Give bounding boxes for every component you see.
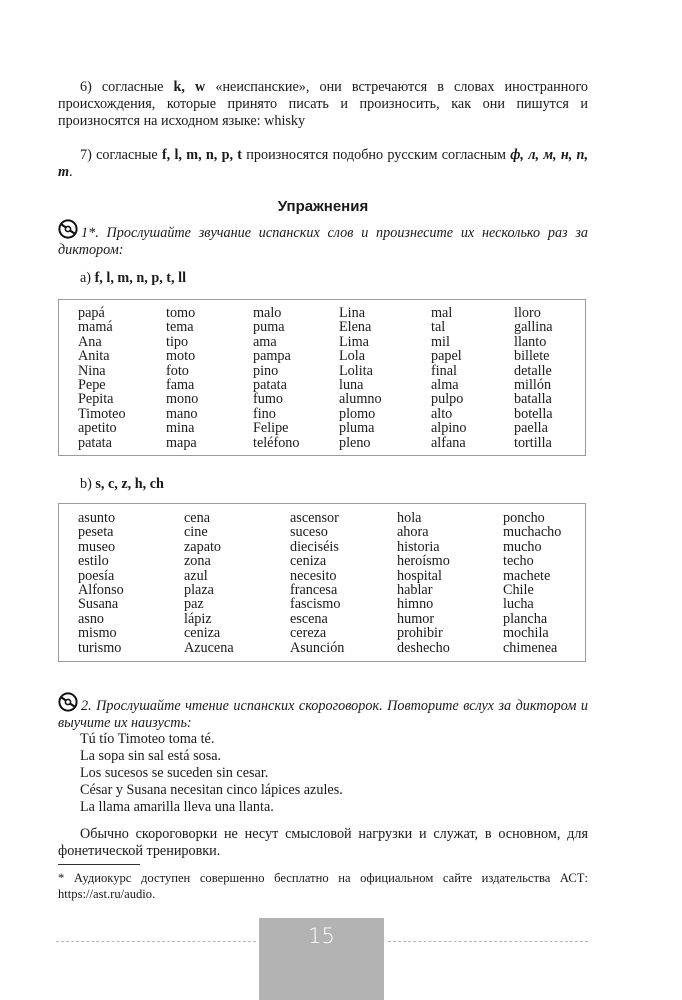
page-number-box	[259, 918, 384, 1000]
word: himno	[397, 596, 434, 613]
word: Azucena	[184, 639, 234, 656]
word: Lima	[339, 333, 369, 350]
word: escena	[290, 610, 328, 627]
subsection-a-letters: f, l, m, n, p, t, ll	[94, 270, 187, 286]
word: azul	[184, 567, 208, 584]
word: billete	[514, 348, 550, 365]
word: fama	[166, 377, 195, 394]
word-column-a3	[253, 306, 299, 450]
word: ascensor	[290, 510, 339, 526]
word: pluma	[339, 420, 375, 437]
word-column-b1	[78, 511, 124, 655]
word: mal	[431, 305, 453, 321]
word: plomo	[339, 405, 376, 422]
word: deshecho	[397, 639, 450, 656]
word: dieciséis	[290, 538, 339, 555]
word-column-a4	[339, 306, 382, 450]
word: mina	[166, 420, 195, 437]
word: fumo	[253, 391, 283, 408]
footnote: * Аудиокурс доступен совершенно бесплатно на официальном сайте издательства АСТ: https://ast.ru/audio.	[58, 871, 588, 901]
rule-7-middle: произносятся подобно русским согласным	[242, 147, 511, 163]
word: mano	[166, 405, 198, 422]
tongue-twister-list	[80, 731, 343, 816]
word-column-a5	[431, 306, 466, 450]
word: poncho	[503, 510, 545, 526]
word: detalle	[514, 362, 552, 379]
word: paz	[184, 596, 204, 613]
rule-7-end: .	[69, 164, 73, 180]
word: Lolita	[339, 362, 373, 379]
word: necesito	[290, 567, 337, 584]
word: luna	[339, 377, 364, 394]
word: Felipe	[253, 420, 289, 437]
word-table-b	[58, 503, 586, 662]
word: pulpo	[431, 391, 464, 408]
word: cena	[184, 510, 210, 526]
word-column-a2	[166, 306, 198, 450]
word: tortilla	[514, 434, 552, 451]
rule-6-text: «неиспанские», они встречаются в словах иностранного происхождения, которые принято писать и произносить, как они пишутся и произносятся на исходном языке: whisky	[58, 79, 589, 129]
word: poesía	[78, 567, 115, 584]
word-column-b4	[397, 511, 450, 655]
rule-6-paragraph	[58, 79, 588, 130]
rule-7-paragraph	[58, 147, 588, 181]
tongue-twister: César y Susana necesitan cinco lápices azules.	[80, 782, 343, 798]
word: lloro	[514, 305, 541, 321]
word: hola	[397, 510, 422, 526]
word: zona	[184, 553, 211, 570]
word: mono	[166, 391, 199, 408]
word: malo	[253, 305, 282, 321]
word: hospital	[397, 567, 442, 584]
rule-7-prefix: 7) согласные	[80, 147, 162, 163]
rule-7-letters: f, l, m, n, p, t	[161, 147, 243, 163]
word: botella	[514, 405, 553, 422]
word: paella	[514, 420, 548, 437]
word: alto	[431, 405, 453, 422]
word: teléfono	[253, 434, 300, 451]
exercise-1-text: 1*. Прослушайте звучание испанских слов и произнесите их несколько раз за диктором:	[58, 225, 588, 258]
word: mismo	[78, 625, 117, 642]
exercise-1-instruction	[58, 219, 588, 259]
subsection-a-prefix: a)	[80, 270, 95, 286]
word: alpino	[431, 420, 467, 437]
word: humor	[397, 610, 435, 627]
word: Anita	[78, 348, 110, 365]
word: batalla	[514, 391, 552, 408]
word: cereza	[290, 625, 327, 642]
section-title: Упражнения	[277, 198, 369, 215]
word-column-b2	[184, 511, 234, 655]
tongue-twister: Tú tío Timoteo toma té.	[80, 731, 215, 747]
word-column-b5	[503, 511, 561, 655]
word: tomo	[166, 305, 196, 321]
word: turismo	[78, 639, 122, 656]
audio-cd-icon	[58, 219, 78, 239]
word: ama	[253, 333, 277, 350]
word: final	[431, 362, 457, 379]
word: Chile	[503, 582, 534, 599]
word: gallina	[514, 319, 553, 336]
word: mamá	[78, 319, 113, 336]
word: mapa	[166, 434, 197, 451]
word: papel	[431, 348, 462, 365]
word: ceniza	[290, 553, 327, 570]
word: patata	[78, 434, 112, 451]
word: alumno	[339, 391, 382, 408]
word: millón	[514, 377, 552, 394]
word: plaza	[184, 582, 214, 599]
word-column-a1	[78, 306, 126, 450]
word: ceniza	[184, 625, 221, 642]
word: alfana	[431, 434, 466, 451]
footer-dashed-line-right	[388, 941, 588, 942]
word: tema	[166, 319, 194, 336]
word: fino	[253, 405, 276, 422]
word: mil	[431, 333, 450, 350]
word: Susana	[78, 596, 119, 613]
word: Alfonso	[78, 582, 124, 599]
rule-6-prefix: 6) согласные	[80, 79, 174, 95]
word: cine	[184, 524, 208, 541]
word: apetito	[78, 420, 117, 437]
word: Pepita	[78, 391, 114, 408]
word: asunto	[78, 510, 116, 526]
word: foto	[166, 362, 189, 379]
footnote-divider	[58, 864, 140, 865]
word: estilo	[78, 553, 109, 570]
word: pino	[253, 362, 279, 379]
tongue-twister: La llama amarilla lleva una llanta.	[80, 799, 274, 815]
word: Elena	[339, 319, 372, 336]
word: alma	[431, 377, 459, 394]
word: museo	[78, 538, 116, 555]
word: fascismo	[290, 596, 341, 613]
tongue-twister: La sopa sin sal está sosa.	[80, 748, 222, 764]
word: tal	[431, 319, 446, 336]
word: puma	[253, 319, 285, 336]
word: zapato	[184, 538, 222, 555]
rule-6-letters: k, w	[173, 79, 206, 95]
exercise-2-text: 2. Прослушайте чтение испанских скороговорок. Повторите вслух за диктором и выучите их наизусть:	[58, 698, 588, 731]
word: Timoteo	[78, 405, 126, 422]
exercise-2-instruction	[58, 692, 588, 732]
word: heroísmo	[397, 553, 450, 570]
word: techo	[503, 553, 534, 570]
subsection-b-label	[80, 476, 164, 493]
word: Ana	[78, 333, 102, 350]
word: tipo	[166, 333, 189, 350]
word: mucho	[503, 538, 542, 555]
word: moto	[166, 348, 196, 365]
word: Nina	[78, 362, 106, 379]
word: papá	[78, 305, 105, 321]
word: peseta	[78, 524, 114, 541]
word-column-a6	[514, 306, 553, 450]
word: lucha	[503, 596, 534, 613]
page-number: 15	[308, 924, 335, 948]
word: mochila	[503, 625, 549, 642]
word: Asunción	[290, 639, 345, 656]
closing-paragraph: Обычно скороговорки не несут смысловой нагрузки и служат, в основном, для фонетической тренировки.	[58, 826, 588, 859]
word: hablar	[397, 582, 433, 599]
word: prohibir	[397, 625, 443, 642]
tongue-twister: Los sucesos se suceden sin cesar.	[80, 765, 269, 781]
word: muchacho	[503, 524, 562, 541]
footer-dashed-line-left	[56, 941, 256, 942]
word-column-b3	[290, 511, 344, 655]
word: asno	[78, 610, 105, 627]
word: francesa	[290, 582, 338, 599]
word-table-a	[58, 299, 586, 456]
word: patata	[253, 377, 287, 394]
word: Lina	[339, 305, 365, 321]
subsection-a-label	[80, 270, 186, 287]
word: chimenea	[503, 639, 558, 656]
subsection-b-prefix: b)	[80, 476, 96, 492]
word: pleno	[339, 434, 371, 451]
word: plancha	[503, 610, 548, 627]
subsection-b-letters: s, c, z, h, ch	[95, 476, 164, 492]
word: pampa	[253, 348, 291, 365]
word: ahora	[397, 524, 429, 541]
word: historia	[397, 538, 440, 555]
word: llanto	[514, 333, 547, 350]
word: suceso	[290, 524, 328, 541]
word: Lola	[339, 348, 365, 365]
word: Pepe	[78, 377, 106, 394]
word: lápiz	[184, 610, 212, 627]
audio-cd-icon	[58, 692, 78, 712]
rule-7-russian-letters: ф, л, м, н, п, т	[58, 147, 588, 180]
word: machete	[503, 567, 551, 584]
